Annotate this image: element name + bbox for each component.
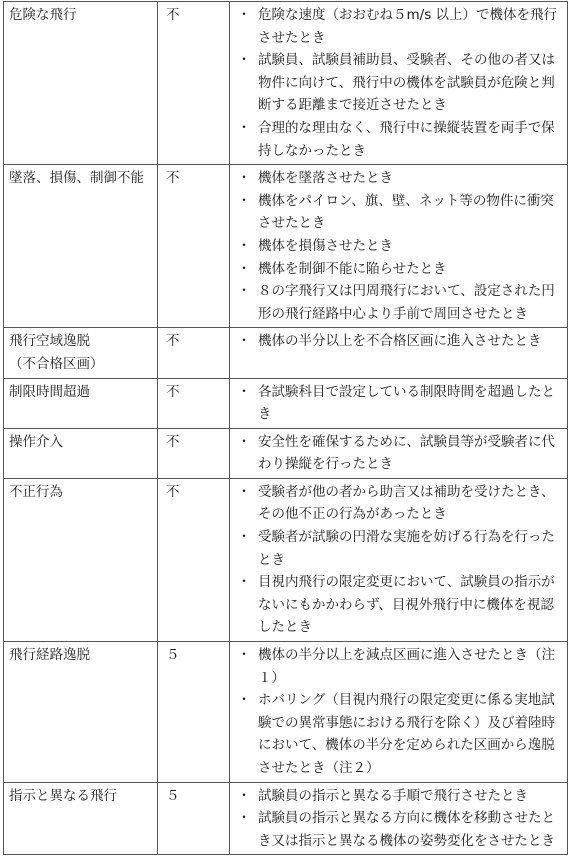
- result-value: ５: [166, 787, 180, 804]
- table-row: [4, 478, 568, 641]
- category-label: 墜落、損傷、制御不能: [9, 170, 144, 187]
- list-item: [230, 381, 561, 426]
- list-item-text: 試験員の指示と異なる手順で飛行させたとき: [258, 787, 528, 804]
- description-cell: [230, 2, 568, 165]
- result-cell: [158, 642, 230, 783]
- list-item: [230, 49, 561, 117]
- list-item-text: 各試験科目で設定している制限時間を超過したとき: [258, 383, 555, 423]
- description-cell: [230, 782, 568, 855]
- bullet-icon: ・: [237, 7, 251, 23]
- table-row: [4, 2, 568, 165]
- list-item: [230, 785, 561, 808]
- bullet-icon: ・: [237, 529, 251, 546]
- bullet-icon: ・: [237, 119, 251, 136]
- list-item-text: 機体を墜落させたとき: [258, 170, 393, 187]
- result-value: 不: [166, 333, 180, 350]
- list-item: [230, 526, 561, 571]
- category-label: 危険な飛行: [9, 7, 77, 23]
- list-item: [230, 431, 561, 476]
- table-row: [4, 642, 568, 783]
- description-cell: [230, 165, 568, 328]
- table-row: [4, 782, 568, 855]
- category-cell: [4, 428, 158, 478]
- result-cell: [158, 782, 230, 855]
- list-item: [230, 644, 561, 689]
- result-cell: [158, 165, 230, 328]
- list-item-text: 機体を損傷させたとき: [258, 237, 393, 254]
- bullet-icon: ・: [237, 574, 251, 591]
- category-cell: [4, 378, 158, 428]
- bullet-icon: ・: [237, 237, 251, 254]
- description-cell: [230, 642, 568, 783]
- list-item: [230, 4, 561, 49]
- description-cell: [230, 328, 568, 378]
- list-item: [230, 571, 561, 639]
- list-item-text: 受験者が他の者から助言又は補助を受けたとき、その他不正の行為があったとき: [258, 483, 555, 523]
- list-item-text: 機体の半分以上を不合格区画に進入させたとき: [258, 333, 542, 350]
- list-item-text: 目視内飛行の限定変更において、試験員の指示がないにもかかわらず、目視外飛行中に機体を視認したとき: [258, 574, 555, 636]
- table-row: [4, 328, 568, 378]
- bullet-icon: ・: [237, 192, 251, 209]
- result-cell: [158, 378, 230, 428]
- result-cell: [158, 328, 230, 378]
- list-item-text: 合理的な理由なく、飛行中に操縦装置を両手で保持しなかったとき: [258, 119, 555, 159]
- result-value: 不: [166, 483, 180, 500]
- list-item: [230, 807, 561, 852]
- list-item-text: ８の字飛行又は円周飛行において、設定された円形の飛行経路中心より手前で周回させたとき: [258, 283, 555, 322]
- bullet-icon: ・: [237, 483, 251, 500]
- list-item-text: 機体をパイロン、旗、壁、ネット等の物件に衝突させたとき: [258, 192, 554, 232]
- bullet-icon: ・: [237, 260, 251, 277]
- result-value: 不: [166, 170, 180, 187]
- list-item: [230, 330, 561, 353]
- category-label: 制限時間超過: [9, 383, 90, 400]
- bullet-icon: ・: [237, 170, 251, 187]
- list-item: [230, 190, 561, 235]
- list-item-text: ホバリング（目視内飛行の限定変更に係る実地試験での異常事態における飛行を除く）及び着陸時において、機体の半分を定められた区画から逸脱させたとき（注２）: [258, 692, 555, 776]
- bullet-icon: ・: [237, 383, 251, 400]
- result-value: 不: [166, 7, 180, 23]
- category-cell: [4, 478, 158, 641]
- category-cell: [4, 642, 158, 783]
- list-item: [230, 117, 561, 162]
- list-item: [230, 280, 561, 325]
- result-cell: [158, 478, 230, 641]
- penalty-table: [3, 1, 568, 855]
- description-cell: [230, 428, 568, 478]
- category-label: 操作介入: [9, 433, 63, 450]
- list-item: [230, 689, 561, 779]
- category-label: 飛行空域逸脱: [9, 333, 90, 350]
- list-item-text: 機体の半分以上を減点区画に進入させたとき（注１）: [258, 647, 555, 686]
- penalty-table-body: [4, 2, 568, 855]
- bullet-icon: ・: [237, 810, 251, 827]
- result-cell: [158, 2, 230, 165]
- result-value: ５: [166, 647, 180, 664]
- table-row: [4, 165, 568, 328]
- list-item-text: 試験員、試験員補助員、受験者、その他の者又は物件に向けて、飛行中の機体を試験員が危険と判断する距離まで接近させたとき: [258, 52, 555, 114]
- category-label: 飛行経路逸脱: [9, 647, 90, 664]
- category-cell: [4, 782, 158, 855]
- table-row: [4, 428, 568, 478]
- bullet-icon: ・: [237, 647, 251, 664]
- bullet-icon: ・: [237, 692, 251, 709]
- bullet-icon: ・: [237, 52, 251, 69]
- list-item: [230, 235, 561, 258]
- list-item-text: 受験者が試験の円滑な実施を妨げる行為を行ったとき: [258, 529, 555, 568]
- description-cell: [230, 478, 568, 641]
- result-value: 不: [166, 433, 180, 450]
- list-item: [230, 167, 561, 190]
- category-label: （不合格区画）: [9, 355, 104, 372]
- category-cell: [4, 328, 158, 378]
- list-item: [230, 481, 561, 526]
- category-cell: [4, 165, 158, 328]
- bullet-icon: ・: [237, 433, 251, 450]
- category-label: 指示と異なる飛行: [9, 787, 117, 804]
- result-cell: [158, 428, 230, 478]
- result-value: 不: [166, 383, 180, 400]
- category-label: 不正行為: [9, 483, 63, 500]
- category-cell: [4, 2, 158, 165]
- description-cell: [230, 378, 568, 428]
- list-item-text: 危険な速度（おおむね５m/s 以上）で機体を飛行させたとき: [258, 7, 558, 46]
- bullet-icon: ・: [237, 283, 251, 300]
- bullet-icon: ・: [237, 787, 251, 804]
- list-item-text: 安全性を確保するために、試験員等が受験者に代わり操縦を行ったとき: [258, 433, 555, 473]
- table-row: [4, 378, 568, 428]
- bullet-icon: ・: [237, 333, 251, 350]
- list-item-text: 機体を制御不能に陥らせたとき: [258, 260, 447, 277]
- list-item-text: 試験員の指示と異なる方向に機体を移動させたとき又は指示と異なる機体の姿勢変化をさせたとき: [258, 810, 555, 849]
- list-item: [230, 258, 561, 281]
